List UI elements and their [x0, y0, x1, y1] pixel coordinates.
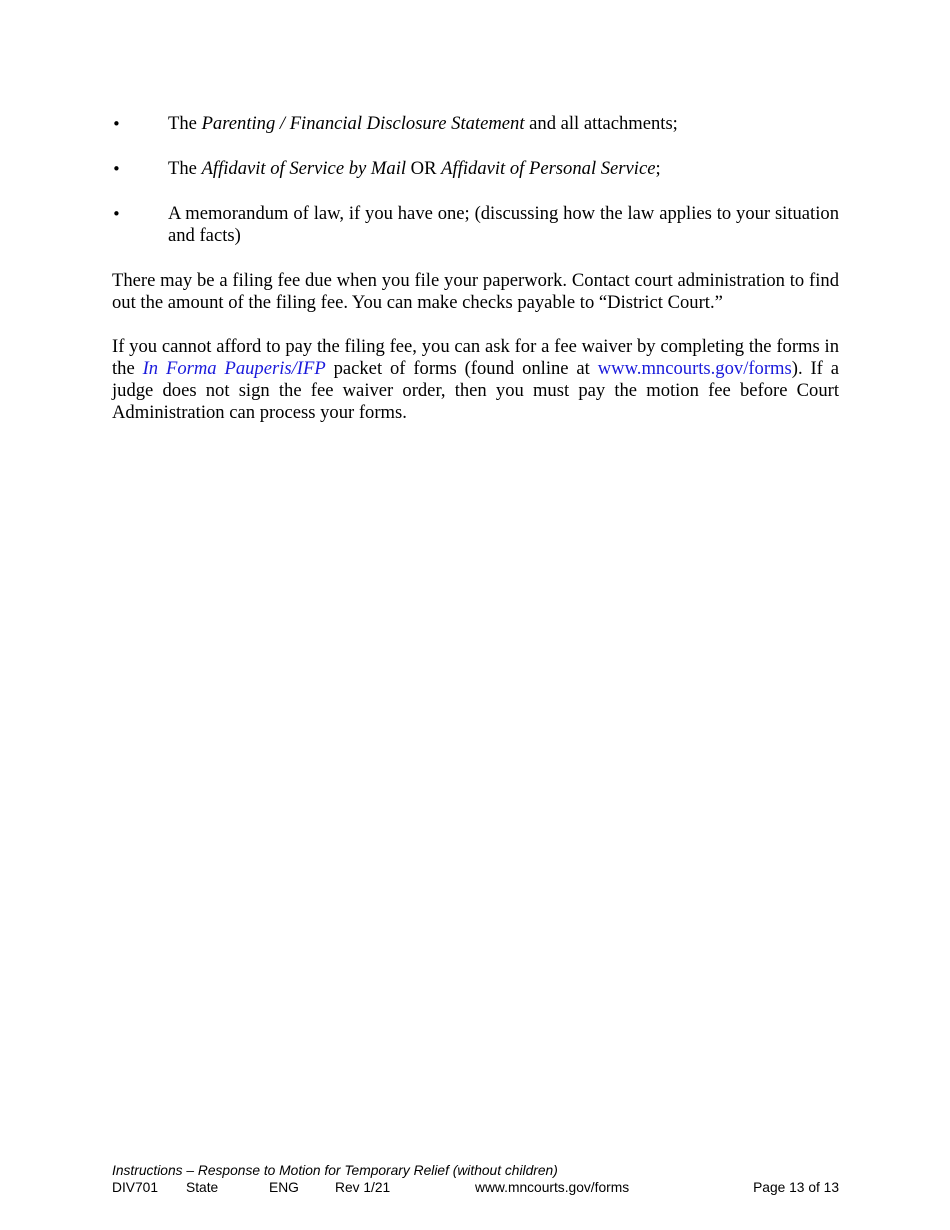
bullet-icon: • [112, 205, 121, 223]
footer-url: www.mncourts.gov/forms [475, 1180, 630, 1195]
list-item-memorandum [112, 203, 839, 247]
revision-date: Rev 1/21 [335, 1180, 391, 1195]
jurisdiction: State [186, 1180, 219, 1195]
language-code: ENG [269, 1180, 299, 1195]
filing-fee-paragraph: There may be a filing fee due when you file your paperwork. Contact court administration to find out the amount of the filing fee. You can make checks payable to “District Court.” [112, 270, 839, 313]
list-item-suffix: ; [655, 158, 661, 179]
paragraph-text: ). If a judge does not sign the fee waiver order, then you must pay the motion fee before Court Administration can process your forms. [112, 358, 839, 423]
list-item-text: A memorandum of law, if you have one; (discussing how the law applies to your situation and facts) [168, 203, 839, 246]
form-title: Affidavit of Service by Mail [201, 158, 407, 179]
bullet-icon: • [112, 160, 121, 178]
page-footer [112, 1162, 839, 1196]
mncourts-forms-link[interactable]: www.mncourts.gov/forms [597, 358, 792, 379]
paragraph-text: packet of forms (found online at [325, 358, 598, 379]
footer-meta-row [112, 1179, 839, 1196]
list-item-connector: OR [406, 158, 442, 179]
ifp-forms-link[interactable]: In Forma Pauperis/IFP [142, 358, 326, 379]
page-number: Page 13 of 13 [753, 1180, 839, 1195]
document-body [112, 113, 839, 446]
fee-waiver-paragraph [112, 336, 839, 424]
bullet-icon: • [112, 115, 121, 133]
footer-title: Instructions – Response to Motion for Temporary Relief (without children) [112, 1163, 558, 1178]
paragraph-text: If you cannot afford to pay the filing fee, you can ask for a fee waiver by completing the forms in the [112, 336, 839, 379]
list-item-prefix: The [168, 158, 202, 179]
list-item-prefix: The [168, 113, 202, 134]
form-id: DIV701 [112, 1180, 159, 1195]
list-item-disclosure-statement [112, 113, 839, 135]
form-title: Parenting / Financial Disclosure Statement [201, 113, 525, 134]
list-item-affidavit [112, 158, 839, 180]
list-item-suffix: and all attachments; [524, 113, 678, 134]
form-title: Affidavit of Personal Service [441, 158, 656, 179]
